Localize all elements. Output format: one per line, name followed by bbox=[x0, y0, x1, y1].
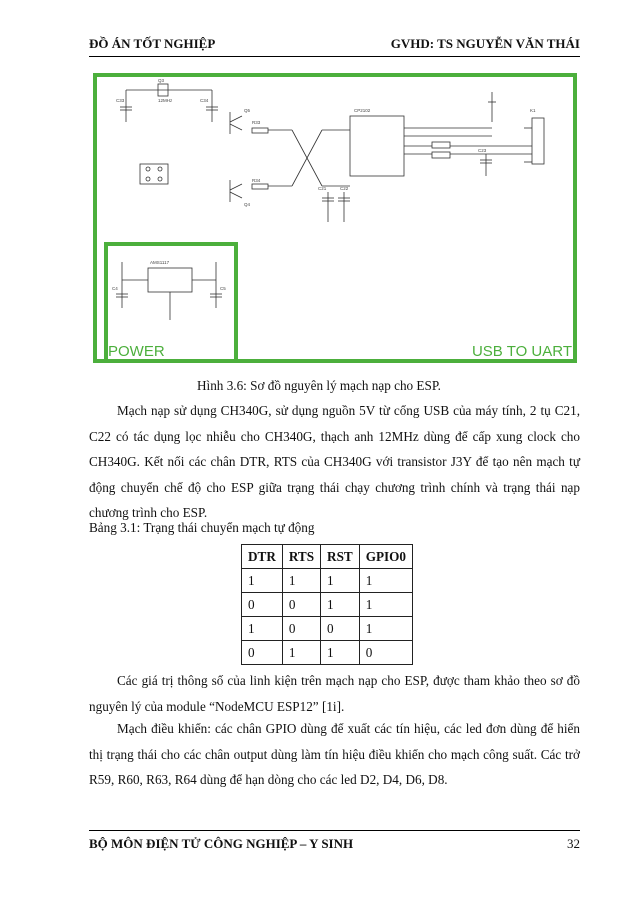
table-cell: 0 bbox=[282, 617, 320, 641]
svg-text:Q4: Q4 bbox=[244, 202, 251, 207]
table-cell: 1 bbox=[359, 617, 412, 641]
table-cell: 0 bbox=[282, 593, 320, 617]
svg-text:C21: C21 bbox=[318, 186, 327, 191]
usb-uart-frame bbox=[95, 75, 575, 361]
page-number: 32 bbox=[567, 836, 580, 851]
footer-left: BỘ MÔN ĐIỆN TỬ CÔNG NGHIỆP – Y SINH bbox=[89, 836, 354, 851]
table-cell: 0 bbox=[359, 641, 412, 665]
header-rule bbox=[89, 56, 580, 57]
table-cell: 1 bbox=[242, 569, 283, 593]
col-gpio0: GPIO0 bbox=[359, 545, 412, 569]
table-row bbox=[242, 593, 413, 617]
table-cell: 1 bbox=[359, 593, 412, 617]
page-header bbox=[89, 36, 580, 52]
figure-caption: Hình 3.6: Sơ đồ nguyên lý mạch nạp cho ESP. bbox=[197, 378, 441, 393]
svg-text:C33: C33 bbox=[116, 98, 125, 103]
table-cell: 1 bbox=[282, 569, 320, 593]
table-row bbox=[242, 617, 413, 641]
footer-rule bbox=[89, 830, 580, 831]
svg-text:R34: R34 bbox=[252, 178, 261, 183]
col-rts: RTS bbox=[282, 545, 320, 569]
header-right: GVHD: TS NGUYỄN VĂN THÁI bbox=[390, 36, 580, 51]
table-cell: 0 bbox=[242, 593, 283, 617]
svg-text:C22: C22 bbox=[340, 186, 349, 191]
paragraph-3: Mạch điều khiển: các chân GPIO dùng để xuất các tín hiệu, các led đơn dùng để hiển thị trạng thái cho các chân output dùng làm tín hiệu điều khiển cho mạch công suất. Các trở R59, R60, R63, R64 dùng để hạn dòng cho các led D2, D4, D6, D8. bbox=[89, 721, 580, 787]
header-left: ĐỒ ÁN TỐT NGHIỆP bbox=[89, 36, 216, 51]
svg-text:R33: R33 bbox=[252, 120, 261, 125]
power-label: POWER bbox=[108, 343, 165, 360]
svg-text:CP2102: CP2102 bbox=[354, 108, 371, 113]
table-cell: 0 bbox=[321, 617, 360, 641]
table-cell: 1 bbox=[242, 617, 283, 641]
svg-text:C23: C23 bbox=[478, 148, 487, 153]
svg-text:K1: K1 bbox=[530, 108, 536, 113]
svg-text:C4: C4 bbox=[112, 286, 118, 291]
paragraph-1: Mạch nạp sử dụng CH340G, sử dụng nguồn 5V từ cổng USB của máy tính, 2 tụ C21, C22 có tác dụng lọc nhiễu cho CH340G, thạch anh 12MHz dùng để cấp xung clock cho CH340G. Kết nối các chân DTR, RTS của CH340G với transistor J3Y để tạo nên mạch tự động chuyển chế độ cho ESP giữa trạng thái chạy chương trình chính và trạng thái nạp chương trình cho ESP. bbox=[89, 403, 580, 520]
svg-text:C5: C5 bbox=[220, 286, 226, 291]
svg-text:C34: C34 bbox=[200, 98, 209, 103]
schematic-figure bbox=[92, 72, 578, 364]
table-row bbox=[242, 569, 413, 593]
svg-text:Q3: Q3 bbox=[158, 78, 165, 83]
state-table bbox=[241, 544, 413, 665]
table-cell: 1 bbox=[321, 641, 360, 665]
svg-text:Q5: Q5 bbox=[244, 108, 251, 113]
svg-text:AMS1117: AMS1117 bbox=[150, 260, 170, 265]
table-cell: 1 bbox=[282, 641, 320, 665]
col-rst: RST bbox=[321, 545, 360, 569]
svg-text:12MHz: 12MHz bbox=[158, 98, 173, 103]
table-row bbox=[242, 641, 413, 665]
table-header-row bbox=[242, 545, 413, 569]
table-cell: 1 bbox=[359, 569, 412, 593]
table-cell: 1 bbox=[321, 593, 360, 617]
table-cell: 1 bbox=[321, 569, 360, 593]
table-cell: 0 bbox=[242, 641, 283, 665]
table-caption: Bảng 3.1: Trạng thái chuyển mạch tự động bbox=[89, 520, 315, 535]
paragraph-2: Các giá trị thông số của linh kiện trên mạch nạp cho ESP, được tham khảo theo sơ đồ nguyên lý của module “NodeMCU ESP12” [1i]. bbox=[89, 673, 580, 714]
usb-to-uart-label: USB TO UART bbox=[471, 343, 572, 360]
col-dtr: DTR bbox=[242, 545, 283, 569]
